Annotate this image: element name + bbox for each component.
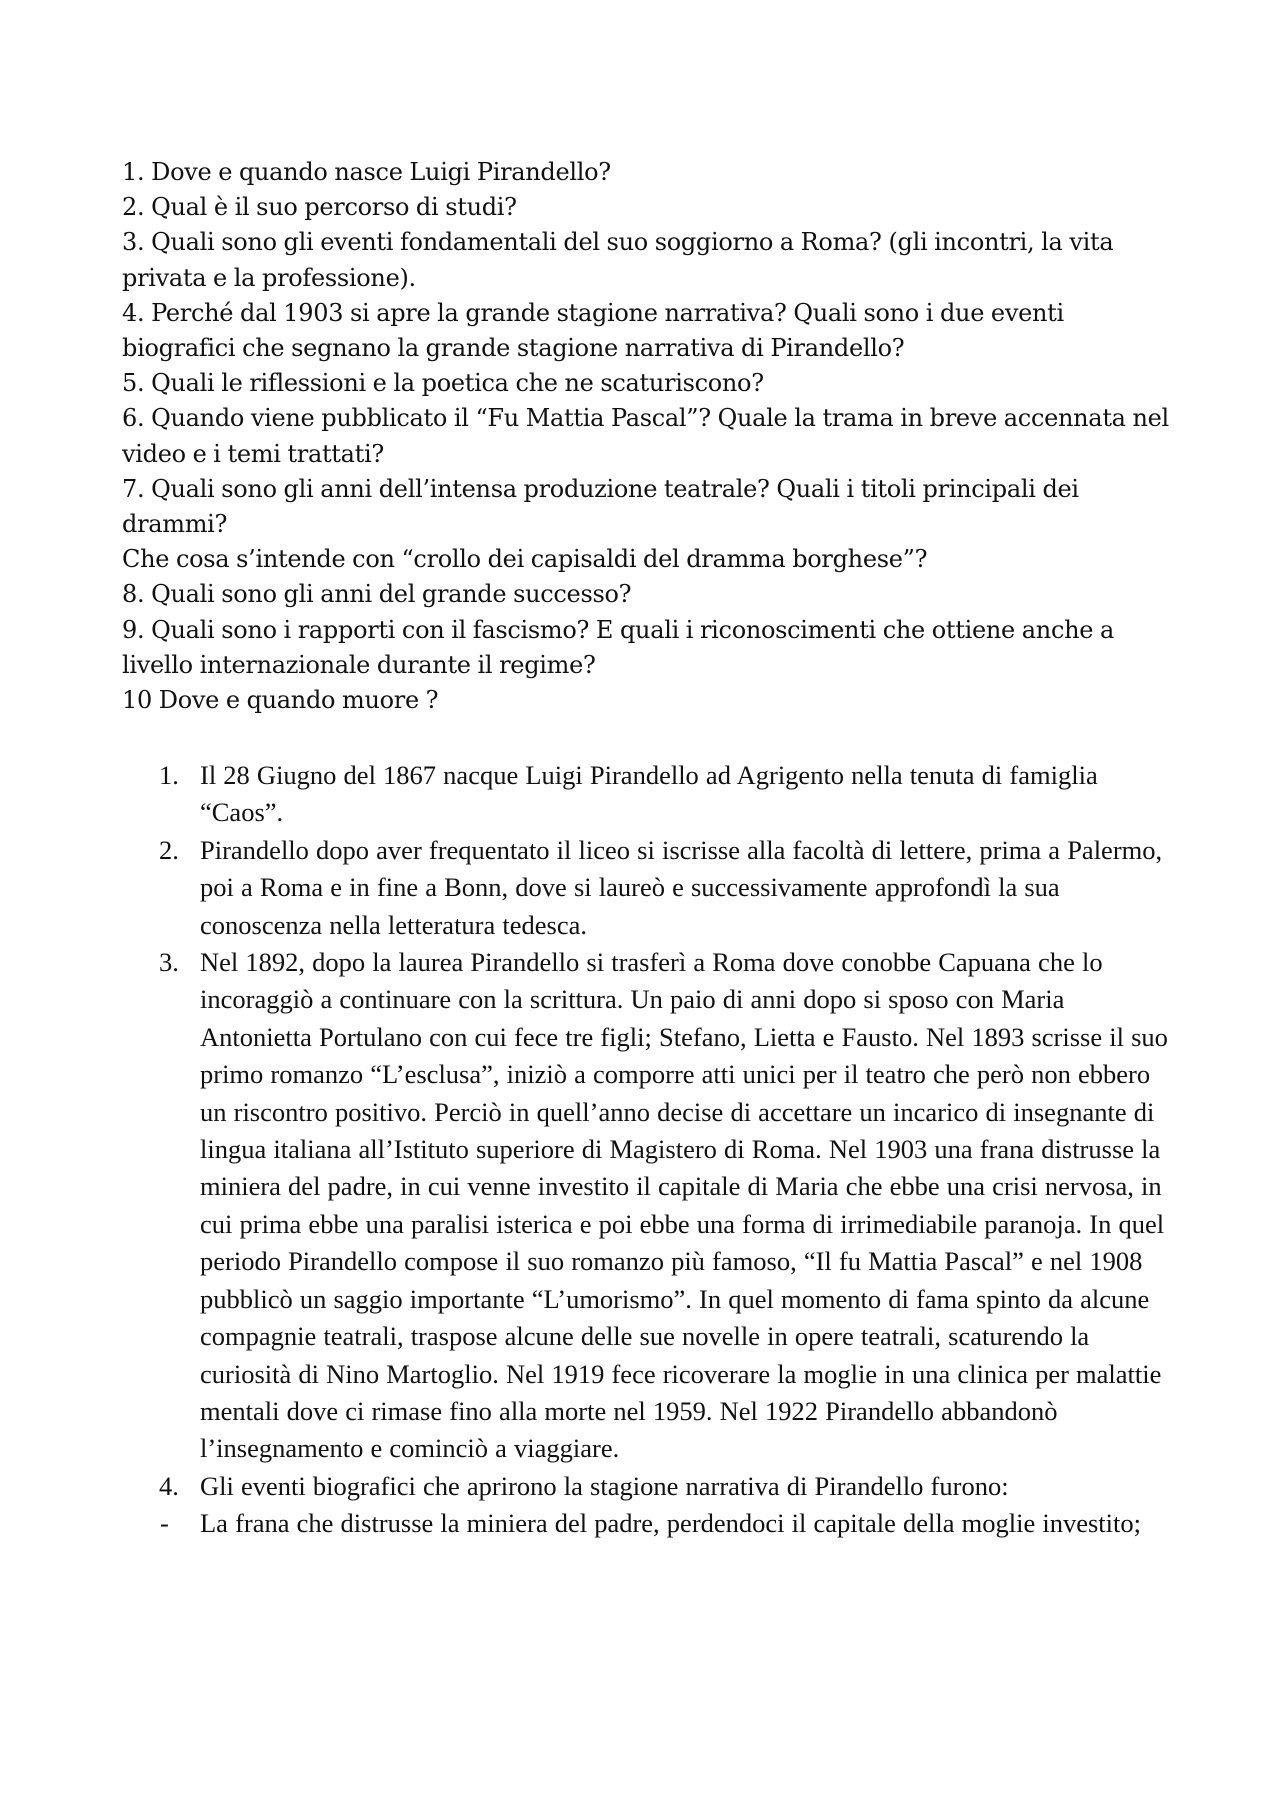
question-7: 7. Quali sono gli anni dell’intensa produzione teatrale? Quali i titoli principali dei drammi?	[122, 474, 1079, 539]
question-4: 4. Perché dal 1903 si apre la grande stagione narrativa? Quali sono i due eventi biografici che segnano la grande stagione narrativa di Pirandello?	[122, 298, 1064, 363]
question-6: 6. Quando viene pubblicato il “Fu Mattia Pascal”? Quale la trama in breve accennata nel video e i temi trattati?	[122, 404, 1169, 468]
answer-text: Nel 1892, dopo la laurea Pirandello si trasferì a Roma dove conobbe Capuana che lo incoraggiò a continuare con la scrittura. Un paio di anni dopo si sposo con Maria Antonietta Portulano con cui fece tre figli; Stefano, Lietta e Fausto. Nel 1893 scrisse il suo primo romanzo “L’esclusa”, iniziò a comporre atti unici per il teatro che però non ebbero un riscontro positivo. Perciò in quell’anno decise di accettare un incarico di insegnante di lingua italiana all’Istituto superiore di Magistero di Roma. Nel 1903 una frana distrusse la miniera del padre, in cui venne investito il capitale di Maria che ebbe una crisi nervosa, in cui prima ebbe una paralisi isterica e poi ebbe una forma di irrimediabile paranoja. In quel periodo Pirandello compose il suo romanzo più famoso, “Il fu Mattia Pascal” e nel 1908 pubblicò un saggio importante “L’umorismo”. In quel momento di fama spinto da alcune compagnie teatrali, traspose alcune delle sue novelle in opere teatrali, scaturendo la curiosità di Nino Martoglio. Nel 1919 fece ricoverare la moglie in una clinica per malattie mentali dove ci rimase fino alla morte nel 1959. Nel 1922 Pirandello abbandonò l’insegnamento e cominciò a viaggiare.	[200, 947, 1168, 1464]
answer-text: Il 28 Giugno del 1867 nacque Luigi Pirandello ad Agrigento nella tenuta di famiglia “Caos”.	[200, 760, 1098, 828]
answer-text: La frana che distrusse la miniera del padre, perdendoci il capitale della moglie investito;	[200, 1508, 1142, 1539]
answer-item-1	[122, 757, 1172, 832]
answer-marker: 4.	[159, 1470, 179, 1501]
answer-item-2	[122, 832, 1172, 944]
answer-bullet-1	[122, 1505, 1172, 1542]
answer-marker: 2.	[159, 834, 179, 865]
answer-text: Pirandello dopo aver frequentato il liceo si iscrisse alla facoltà di lettere, prima a Palermo, poi a Roma e in fine a Bonn, dove si laureò e successivamente approfondì la sua conoscenza nella letteratura tedesca.	[200, 834, 1163, 940]
question-10: 10 Dove e quando muore ?	[122, 686, 439, 715]
question-9: 9. Quali sono i rapporti con il fascismo? E quali i riconoscimenti che ottiene anche a livello internazionale durante il regime?	[122, 615, 1114, 679]
question-8: 8. Quali sono gli anni del grande successo?	[122, 580, 632, 609]
answer-marker: 3.	[159, 947, 179, 978]
question-5: 5. Quali le riflessioni e la poetica che ne scaturiscono?	[122, 369, 764, 398]
question-3: 3. Quali sono gli eventi fondamentali del suo soggiorno a Roma? (gli incontri, la vita privata e la professione).	[122, 228, 1114, 292]
answer-list	[122, 757, 1172, 1543]
question-1: 1. Dove e quando nasce Luigi Pirandello?	[122, 158, 611, 186]
answer-item-4	[122, 1468, 1172, 1505]
question-7-followup: Che cosa s’intende con “crollo dei capisaldi del dramma borghese”?	[122, 545, 928, 574]
question-2: 2. Qual è il suo percorso di studi?	[122, 193, 517, 222]
bullet-dash-marker: -	[160, 1508, 169, 1539]
answer-marker: 1.	[159, 760, 179, 790]
answer-text: Gli eventi biografici che aprirono la stagione narrativa di Pirandello furono:	[200, 1470, 1009, 1501]
question-list	[122, 155, 1172, 718]
answer-item-3	[122, 944, 1172, 1468]
